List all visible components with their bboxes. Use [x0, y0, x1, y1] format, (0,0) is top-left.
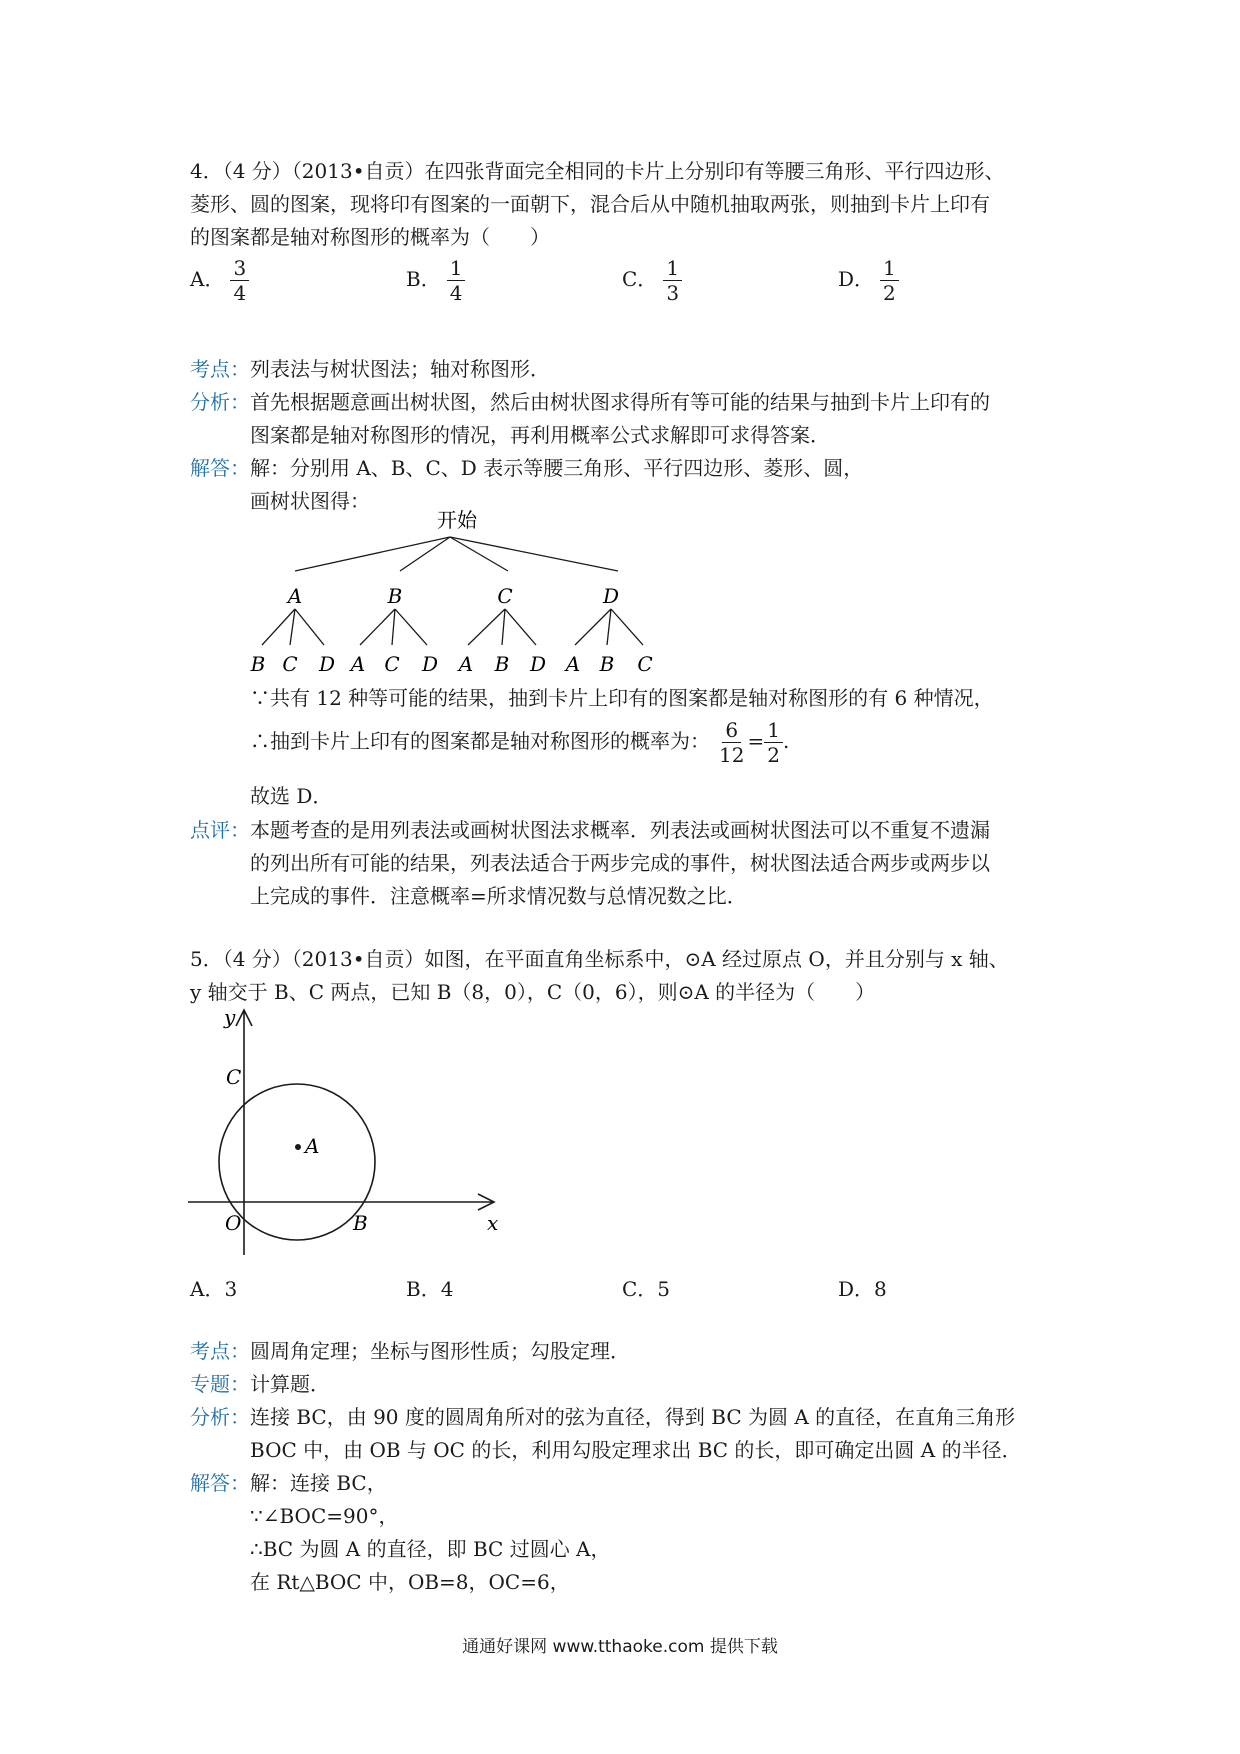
point-b-label: B: [353, 1211, 368, 1235]
q5-option-d: D．8: [838, 1277, 887, 1301]
option-fraction: $\frac{1}{2}$: [880, 256, 899, 305]
equals-sign: =: [747, 729, 765, 753]
tree-node-c: C: [497, 584, 513, 608]
fenxi-label: 分析：: [190, 1405, 250, 1429]
q5-jieda-line-2: ∵∠BOC=90°，: [250, 1504, 399, 1528]
jieda-label: 解答：: [190, 1471, 250, 1495]
tree-leaf: D: [421, 652, 439, 676]
dianping-text: 本题考查的是用列表法或画树状图法求概率．列表法或画树状图法可以不重复不遗漏: [250, 818, 990, 842]
q4-kaodian: [190, 353, 550, 382]
circle-coordinate-figure: [180, 1000, 520, 1265]
q4-option-a: [190, 256, 249, 305]
q5-jieda-line-4: 在 Rt△BOC 中，OB=8，OC=6，: [250, 1570, 570, 1594]
q5-stem-line-2: y 轴交于 B、C 两点，已知 B（8，0），C（0，6），则⊙A 的半径为（ ）: [190, 980, 876, 1004]
q4-fenxi-line-2: 图案都是轴对称图形的情况，再利用概率公式求解即可求得答案．: [250, 423, 830, 447]
q5-fenxi-line-1: [190, 1401, 1015, 1430]
probability-fraction-2: $\frac{1}{2}$: [764, 718, 783, 767]
q5-stem-line-1: 5．（4 分）（2013•自贡）如图，在平面直角坐标系中，⊙A 经过原点 O，并且分别与 x 轴、: [190, 947, 1009, 971]
tree-node-a: A: [287, 584, 303, 608]
q4-stem-line-3: 的图案都是轴对称图形的概率为（ ）: [190, 225, 550, 249]
point-a-label: A: [305, 1134, 320, 1158]
q5-jieda-line-3: ∴BC 为圆 A 的直径，即 BC 过圆心 A，: [250, 1537, 611, 1561]
option-fraction: $\frac{1}{3}$: [663, 256, 682, 305]
option-letter: C．: [622, 267, 658, 291]
q5-option-b: B．4: [406, 1277, 454, 1301]
q4-stem-line-2: 菱形、圆的图案，现将印有图案的一面朝下，混合后从中随机抽取两张，则抽到卡片上印有: [190, 192, 990, 216]
q5-zhuanti: [190, 1368, 330, 1397]
probability-fraction-1: $\frac{6}{12}$: [719, 718, 745, 767]
zhuanti-label: 专题：: [190, 1372, 250, 1396]
fenxi-label: 分析：: [190, 390, 250, 414]
q4-option-b: [406, 256, 465, 305]
center-point: [295, 1144, 301, 1150]
tree-leaf: C: [384, 652, 400, 676]
tree-root: 开始: [437, 508, 477, 532]
q4-jieda-line-1: [190, 452, 863, 481]
option-letter: B．: [406, 267, 441, 291]
x-axis-label: x: [487, 1211, 499, 1235]
fenxi-text: 首先根据题意画出树状图，然后由树状图求得所有等可能的结果与抽到卡片上印有的: [250, 390, 990, 414]
y-axis-label: y: [224, 1005, 236, 1029]
jieda-label: 解答：: [190, 456, 250, 480]
option-letter: A．: [190, 267, 225, 291]
tree-node-d: D: [602, 584, 620, 608]
probability-text: ∴抽到卡片上印有的图案都是轴对称图形的概率为：: [250, 729, 710, 753]
q5-jieda-line-1: [190, 1467, 387, 1496]
tree-leaf: B: [599, 652, 615, 676]
tree-leaf: A: [458, 652, 474, 676]
tree-leaf: A: [350, 652, 366, 676]
kaodian-label: 考点：: [190, 357, 250, 381]
q4-dianping-line-3: 上完成的事件．注意概率=所求情况数与总情况数之比．: [250, 884, 747, 908]
tree-leaf: C: [637, 652, 653, 676]
q4-after-tree-1: ∵共有 12 种等可能的结果，抽到卡片上印有的图案都是轴对称图形的有 6 种情况，: [250, 686, 994, 710]
point-c-label: C: [226, 1065, 242, 1089]
point-o-label: O: [225, 1211, 242, 1235]
tree-leaf: A: [565, 652, 581, 676]
option-fraction: $\frac{1}{4}$: [447, 256, 466, 305]
page-footer: 通通好课网 www.tthaoke.com 提供下载: [462, 1637, 778, 1657]
kaodian-text: 圆周角定理；坐标与图形性质；勾股定理．: [250, 1339, 630, 1363]
fenxi-text: 连接 BC，由 90 度的圆周角所对的弦为直径，得到 BC 为圆 A 的直径，在直角三角形: [250, 1405, 1016, 1429]
q4-option-d: [838, 256, 899, 305]
zhuanti-text: 计算题．: [250, 1372, 330, 1396]
q4-fenxi-line-1: [190, 386, 990, 415]
q4-stem-line-1: 4．（4 分）（2013•自贡）在四张背面完全相同的卡片上分别印有等腰三角形、平行四边形、: [190, 159, 1005, 183]
tree-leaf: D: [529, 652, 547, 676]
q4-option-c: [622, 256, 682, 305]
q4-dianping-line-2: 的列出所有可能的结果，列表法适合于两步完成的事件，树状图法适合两步或两步以: [250, 851, 990, 875]
q4-answer: 故选 D．: [250, 784, 333, 808]
q5-option-a: A．3: [190, 1277, 238, 1301]
option-fraction: $\frac{3}{4}$: [230, 256, 249, 305]
tree-node-b: B: [387, 584, 403, 608]
kaodian-label: 考点：: [190, 1339, 250, 1363]
dianping-label: 点评：: [190, 818, 250, 842]
q5-kaodian: [190, 1335, 630, 1364]
q5-option-c: C．5: [622, 1277, 671, 1301]
jieda-text: 解：分别用 A、B、C、D 表示等腰三角形、平行四边形、菱形、圆，: [250, 456, 864, 480]
period: .: [782, 729, 790, 753]
tree-leaf: B: [250, 652, 266, 676]
q5-fenxi-line-2: BOC 中，由 OB 与 OC 的长，利用勾股定理求出 BC 的长，即可确定出圆 A 的半径．: [250, 1438, 1022, 1462]
kaodian-text: 列表法与树状图法；轴对称图形．: [250, 357, 550, 381]
q4-jieda-line-2: 画树状图得：: [250, 489, 370, 513]
option-letter: D．: [838, 267, 875, 291]
q4-after-tree-2: [250, 718, 789, 767]
jieda-text: 解：连接 BC，: [250, 1471, 387, 1495]
tree-leaf: D: [318, 652, 336, 676]
tree-leaf: B: [494, 652, 510, 676]
tree-diagram: [240, 505, 680, 680]
q4-dianping-line-1: [190, 814, 990, 843]
tree-leaf: C: [282, 652, 298, 676]
